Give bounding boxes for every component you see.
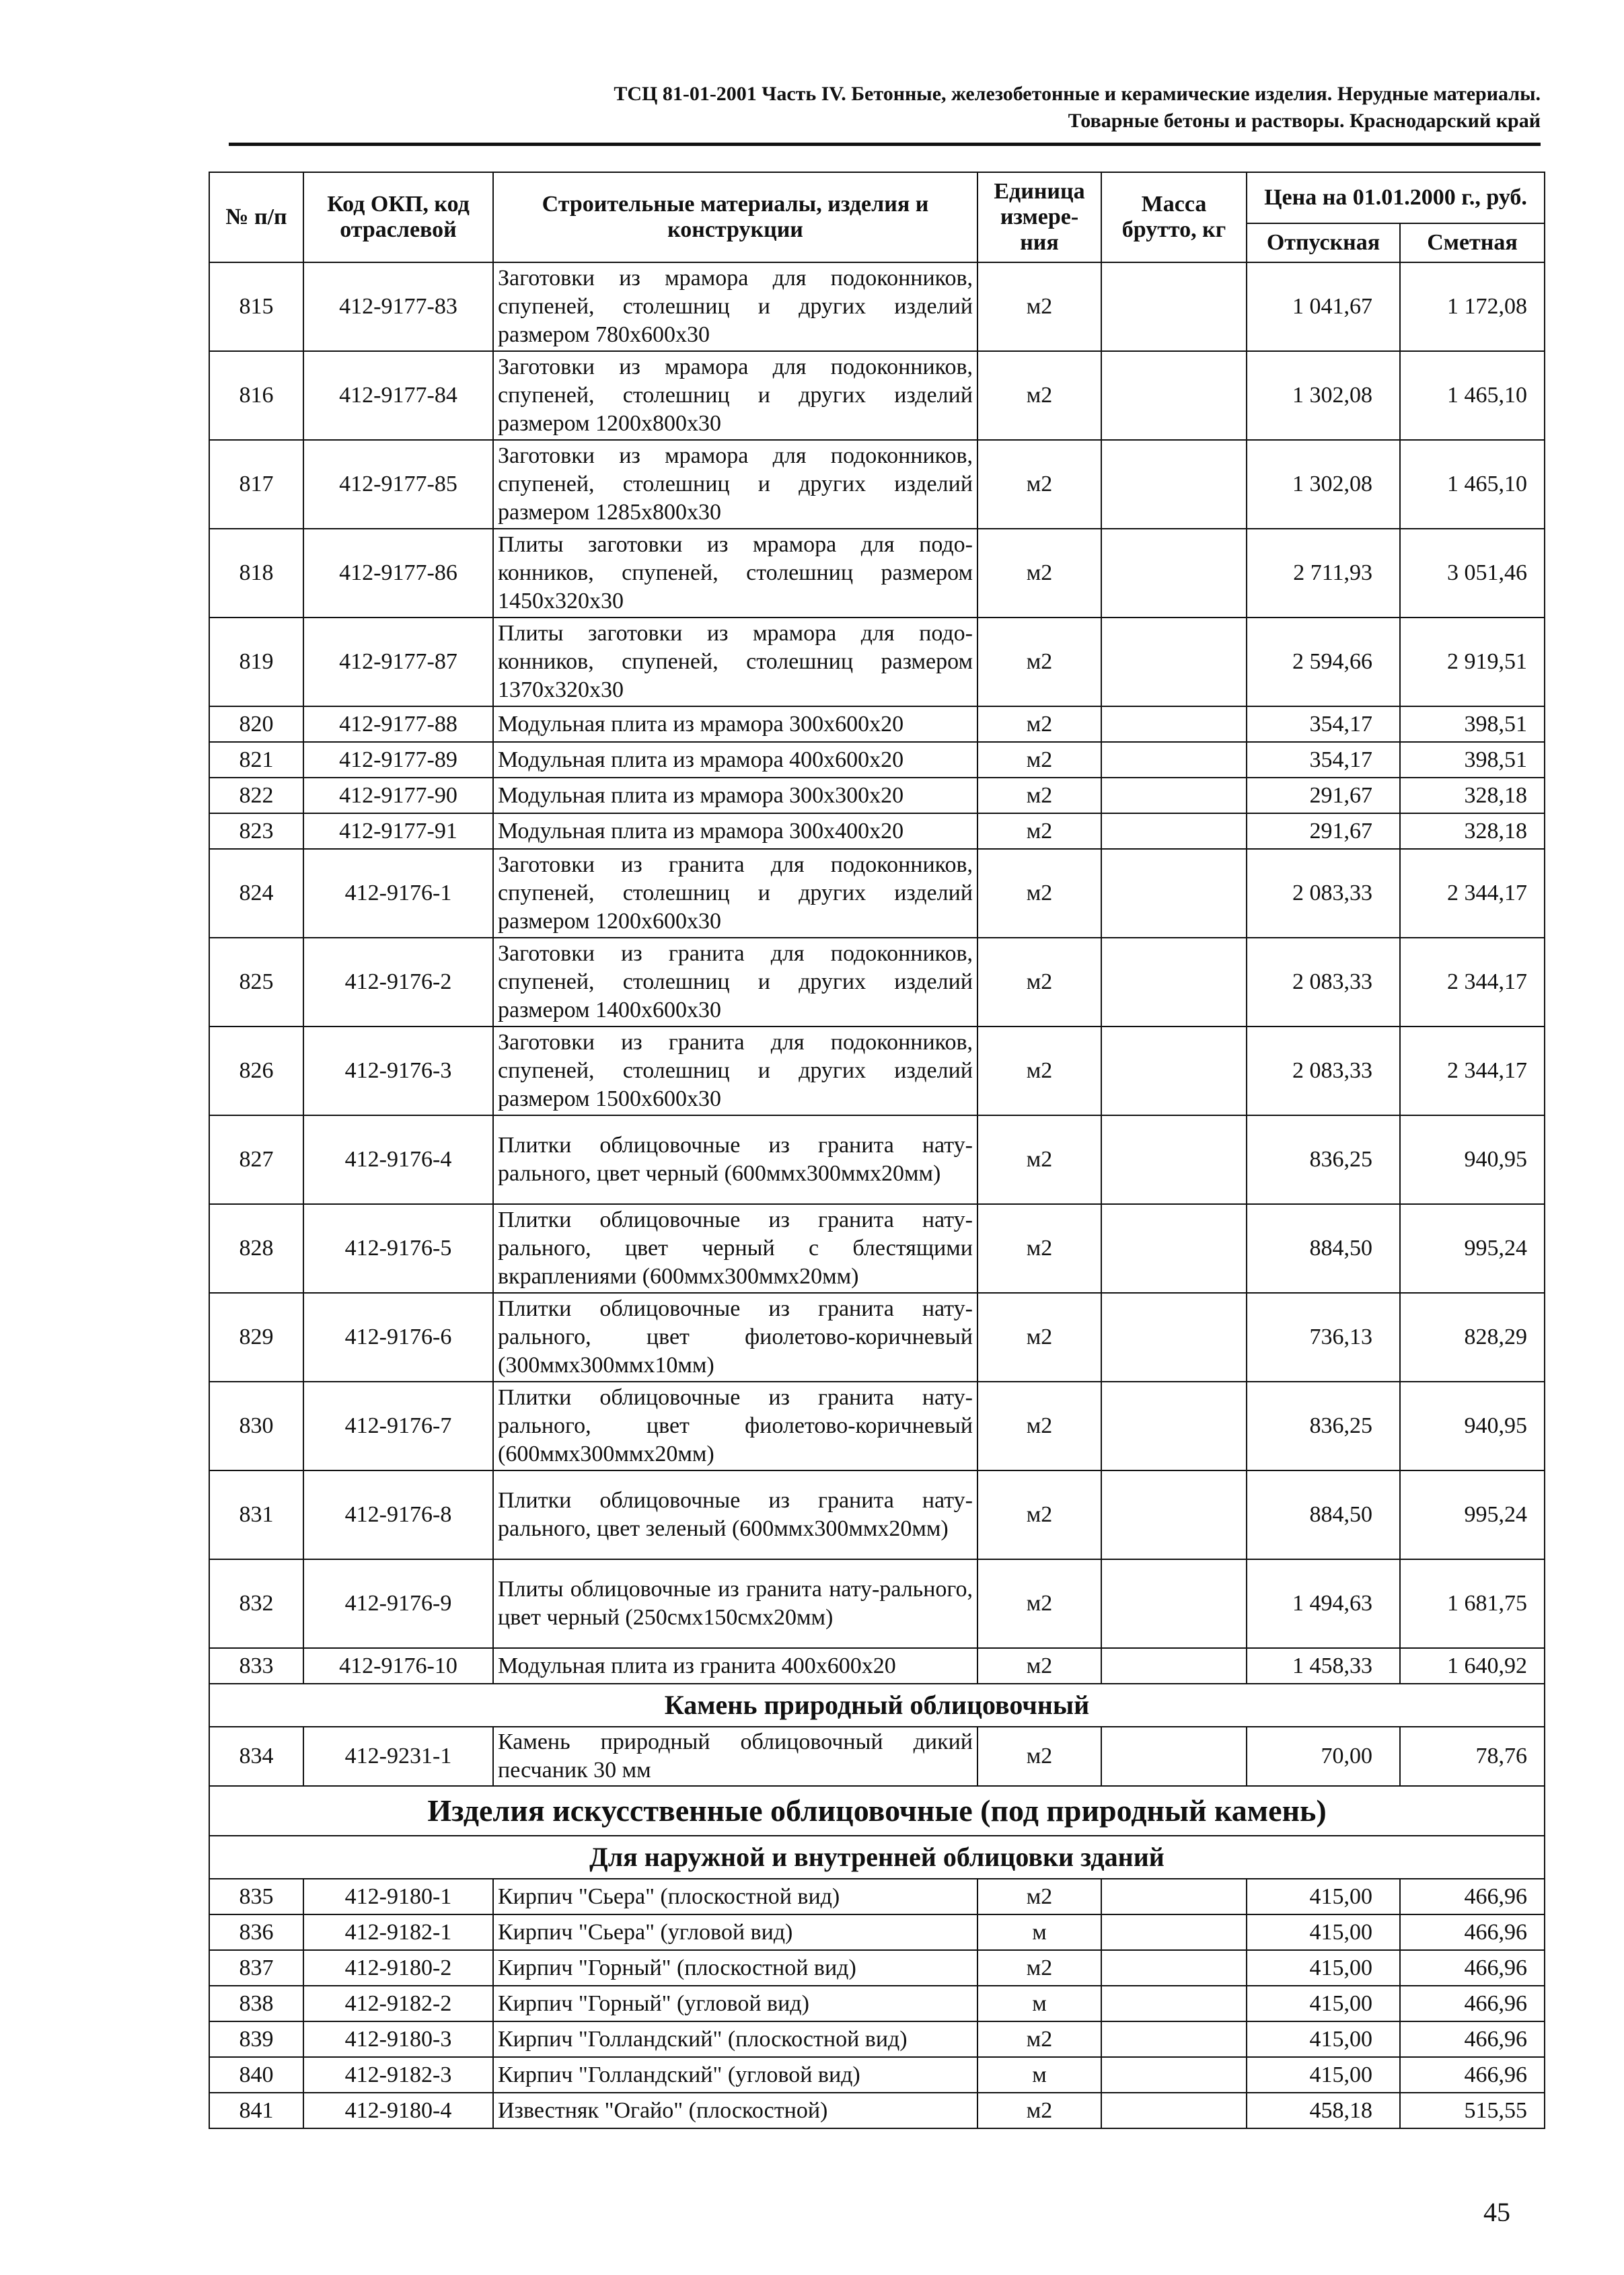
table-row: [209, 1382, 1545, 1470]
row-price-release: 415,00: [1247, 1986, 1400, 2021]
row-price-release: 836,25: [1247, 1382, 1400, 1470]
row-price-estimate: 466,96: [1400, 1914, 1545, 1950]
row-description: Плитки облицовочные из гранита нату-рального, цвет черный (600ммх300ммх20мм): [493, 1115, 977, 1204]
row-code: 412-9176-6: [303, 1293, 493, 1382]
row-description: Модульная плита из мрамора 400х600х20: [493, 742, 977, 778]
row-code: 412-9177-84: [303, 351, 493, 440]
col-header-release: Отпускная: [1247, 223, 1400, 262]
table-row: [209, 938, 1545, 1027]
row-unit: м2: [977, 440, 1101, 529]
row-code: 412-9176-8: [303, 1470, 493, 1559]
row-price-estimate: 940,95: [1400, 1115, 1545, 1204]
row-price-estimate: 995,24: [1400, 1470, 1545, 1559]
table-row: [209, 2093, 1545, 2128]
table-row: [209, 262, 1545, 351]
row-code: 412-9176-10: [303, 1648, 493, 1684]
section-heading-artificial: Изделия искусственные облицовочные (под природный камень): [209, 1786, 1545, 1836]
row-description: Заготовки из гранита для подоконников, спупеней, столешниц и других изделий размером 1500х600х30: [493, 1027, 977, 1115]
row-number: 834: [209, 1727, 303, 1786]
row-description: Кирпич "Горный" (угловой вид): [493, 1986, 977, 2021]
row-price-release: 2 083,33: [1247, 938, 1400, 1027]
row-unit: м2: [977, 262, 1101, 351]
row-unit: м2: [977, 778, 1101, 813]
row-description: Модульная плита из гранита 400х600х20: [493, 1648, 977, 1684]
row-price-release: 1 302,08: [1247, 351, 1400, 440]
table-row: [209, 1648, 1545, 1684]
row-description: Заготовки из мрамора для подоконников, спупеней, столешниц и других изделий размером 1200х800х30: [493, 351, 977, 440]
table-row: [209, 1470, 1545, 1559]
row-mass: [1101, 778, 1247, 813]
row-price-estimate: 78,76: [1400, 1727, 1545, 1786]
row-code: 412-9176-2: [303, 938, 493, 1027]
row-mass: [1101, 1914, 1247, 1950]
row-description: Модульная плита из мрамора 300х400х20: [493, 813, 977, 849]
row-price-estimate: 466,96: [1400, 1950, 1545, 1986]
section-heading-natural-stone-row: [209, 1684, 1545, 1727]
row-price-release: 291,67: [1247, 778, 1400, 813]
row-code: 412-9177-87: [303, 618, 493, 706]
row-mass: [1101, 1204, 1247, 1293]
row-unit: м2: [977, 618, 1101, 706]
row-price-release: 2 711,93: [1247, 529, 1400, 618]
row-number: 835: [209, 1879, 303, 1914]
row-price-estimate: 2 344,17: [1400, 1027, 1545, 1115]
row-price-estimate: 3 051,46: [1400, 529, 1545, 618]
row-unit: м2: [977, 849, 1101, 938]
row-price-release: 354,17: [1247, 706, 1400, 742]
row-price-estimate: 466,96: [1400, 2021, 1545, 2057]
row-code: 412-9180-1: [303, 1879, 493, 1914]
table-row: [209, 1204, 1545, 1293]
row-description: Кирпич "Горный" (плоскостной вид): [493, 1950, 977, 1986]
row-price-release: 415,00: [1247, 1914, 1400, 1950]
section-heading-artificial-row: [209, 1786, 1545, 1836]
row-price-release: 736,13: [1247, 1293, 1400, 1382]
row-price-estimate: 2 344,17: [1400, 938, 1545, 1027]
col-header-desc: Строительные материалы, изделия и конструкции: [493, 172, 977, 262]
table-row: [209, 529, 1545, 618]
row-code: 412-9182-3: [303, 2057, 493, 2093]
row-description: Плиты заготовки из мрамора для подо-конников, спупеней, столешниц размером 1370х320х30: [493, 618, 977, 706]
row-number: 827: [209, 1115, 303, 1204]
row-code: 412-9176-7: [303, 1382, 493, 1470]
table-row: [209, 351, 1545, 440]
row-mass: [1101, 1027, 1247, 1115]
row-mass: [1101, 1559, 1247, 1648]
row-mass: [1101, 706, 1247, 742]
table-row: [209, 813, 1545, 849]
row-number: 829: [209, 1293, 303, 1382]
col-header-estimate: Сметная: [1400, 223, 1545, 262]
row-number: 840: [209, 2057, 303, 2093]
price-table: [209, 172, 1545, 2129]
row-price-release: 415,00: [1247, 1950, 1400, 1986]
table-row: [209, 1879, 1545, 1914]
row-price-estimate: 1 681,75: [1400, 1559, 1545, 1648]
row-description: Плитки облицовочные из гранита нату-рального, цвет фиолетово-коричневый (600ммх300ммх20мм): [493, 1382, 977, 1470]
row-price-estimate: 466,96: [1400, 2057, 1545, 2093]
row-description: Кирпич "Голландский" (угловой вид): [493, 2057, 977, 2093]
row-unit: м2: [977, 1879, 1101, 1914]
table-row: [209, 2057, 1545, 2093]
row-unit: м2: [977, 529, 1101, 618]
row-price-estimate: 2 919,51: [1400, 618, 1545, 706]
table-row: [209, 1559, 1545, 1648]
row-code: 412-9176-4: [303, 1115, 493, 1204]
row-number: 818: [209, 529, 303, 618]
row-description: Плиты заготовки из мрамора для подо-конников, спупеней, столешниц размером 1450х320х30: [493, 529, 977, 618]
table-row: [209, 1914, 1545, 1950]
row-number: 830: [209, 1382, 303, 1470]
row-code: 412-9177-89: [303, 742, 493, 778]
row-description: Заготовки из мрамора для подоконников, спупеней, столешниц и других изделий размером 780х600х30: [493, 262, 977, 351]
page-header: [229, 81, 1541, 135]
row-unit: м2: [977, 1115, 1101, 1204]
row-mass: [1101, 1879, 1247, 1914]
row-number: 821: [209, 742, 303, 778]
col-header-price: Цена на 01.01.2000 г., руб.: [1247, 172, 1545, 223]
row-number: 833: [209, 1648, 303, 1684]
row-mass: [1101, 1293, 1247, 1382]
row-description: Известняк "Огайо" (плоскостной): [493, 2093, 977, 2128]
row-price-estimate: 995,24: [1400, 1204, 1545, 1293]
row-price-release: 836,25: [1247, 1115, 1400, 1204]
row-price-release: 1 041,67: [1247, 262, 1400, 351]
row-description: Плитки облицовочные из гранита нату-рального, цвет фиолетово-коричневый (300ммх300ммх10мм): [493, 1293, 977, 1382]
table-row: [209, 1727, 1545, 1786]
table-row: [209, 2021, 1545, 2057]
table-row: [209, 742, 1545, 778]
row-code: 412-9177-91: [303, 813, 493, 849]
row-unit: м2: [977, 1382, 1101, 1470]
row-code: 412-9180-4: [303, 2093, 493, 2128]
row-code: 412-9176-9: [303, 1559, 493, 1648]
row-number: 815: [209, 262, 303, 351]
header-rule: [229, 143, 1541, 146]
table-row: [209, 778, 1545, 813]
row-mass: [1101, 1648, 1247, 1684]
row-unit: м2: [977, 351, 1101, 440]
row-unit: м2: [977, 813, 1101, 849]
table-row: [209, 618, 1545, 706]
row-price-release: 2 594,66: [1247, 618, 1400, 706]
row-code: 412-9182-2: [303, 1986, 493, 2021]
row-description: Заготовки из мрамора для подоконников, спупеней, столешниц и других изделий размером 1285х800х30: [493, 440, 977, 529]
row-price-estimate: 466,96: [1400, 1986, 1545, 2021]
row-unit: м: [977, 2057, 1101, 2093]
row-unit: м2: [977, 1559, 1101, 1648]
row-code: 412-9180-2: [303, 1950, 493, 1986]
row-code: 412-9177-90: [303, 778, 493, 813]
row-number: 817: [209, 440, 303, 529]
row-code: 412-9176-3: [303, 1027, 493, 1115]
col-header-num: № п/п: [209, 172, 303, 262]
col-header-mass: Масса брутто, кг: [1101, 172, 1247, 262]
row-mass: [1101, 1470, 1247, 1559]
row-description: Модульная плита из мрамора 300х300х20: [493, 778, 977, 813]
row-number: 828: [209, 1204, 303, 1293]
row-price-estimate: 940,95: [1400, 1382, 1545, 1470]
row-mass: [1101, 2021, 1247, 2057]
row-price-release: 291,67: [1247, 813, 1400, 849]
row-number: 837: [209, 1950, 303, 1986]
table-body: [209, 262, 1545, 2128]
row-price-estimate: 1 465,10: [1400, 351, 1545, 440]
row-description: Камень природный облицовочный дикий песчаник 30 мм: [493, 1727, 977, 1786]
row-price-estimate: 515,55: [1400, 2093, 1545, 2128]
header-line-1: ТСЦ 81-01-2001 Часть IV. Бетонные, железобетонные и керамические изделия. Нерудные материалы.: [614, 83, 1541, 105]
row-mass: [1101, 440, 1247, 529]
row-description: Заготовки из гранита для подоконников, спупеней, столешниц и других изделий размером 1400х600х30: [493, 938, 977, 1027]
row-price-estimate: 398,51: [1400, 742, 1545, 778]
row-mass: [1101, 1727, 1247, 1786]
row-code: 412-9182-1: [303, 1914, 493, 1950]
row-price-release: 354,17: [1247, 742, 1400, 778]
row-unit: м: [977, 1986, 1101, 2021]
table-row: [209, 1293, 1545, 1382]
table-row: [209, 849, 1545, 938]
row-code: 412-9231-1: [303, 1727, 493, 1786]
subsection-heading-facing: Для наружной и внутренней облицовки зданий: [209, 1836, 1545, 1879]
row-number: 824: [209, 849, 303, 938]
row-description: Заготовки из гранита для подоконников, спупеней, столешниц и других изделий размером 1200х600х30: [493, 849, 977, 938]
row-unit: м2: [977, 938, 1101, 1027]
row-number: 816: [209, 351, 303, 440]
row-mass: [1101, 2093, 1247, 2128]
row-unit: м2: [977, 1950, 1101, 1986]
row-mass: [1101, 849, 1247, 938]
row-unit: м2: [977, 742, 1101, 778]
row-mass: [1101, 1115, 1247, 1204]
row-price-release: 1 458,33: [1247, 1648, 1400, 1684]
row-price-estimate: 466,96: [1400, 1879, 1545, 1914]
row-unit: м: [977, 1914, 1101, 1950]
row-price-estimate: 2 344,17: [1400, 849, 1545, 938]
row-description: Плитки облицовочные из гранита нату-рального, цвет зеленый (600ммх300ммх20мм): [493, 1470, 977, 1559]
row-number: 826: [209, 1027, 303, 1115]
col-header-code: Код ОКП, код отраслевой: [303, 172, 493, 262]
row-price-estimate: 1 465,10: [1400, 440, 1545, 529]
row-description: Кирпич "Сьера" (угловой вид): [493, 1914, 977, 1950]
row-number: 819: [209, 618, 303, 706]
row-price-release: 415,00: [1247, 2057, 1400, 2093]
row-price-estimate: 1 172,08: [1400, 262, 1545, 351]
row-price-release: 415,00: [1247, 2021, 1400, 2057]
row-unit: м2: [977, 1648, 1101, 1684]
row-description: Кирпич "Сьера" (плоскостной вид): [493, 1879, 977, 1914]
table-row: [209, 1027, 1545, 1115]
row-unit: м2: [977, 2093, 1101, 2128]
row-price-release: 884,50: [1247, 1470, 1400, 1559]
table-header-row: [209, 172, 1545, 223]
row-unit: м2: [977, 1204, 1101, 1293]
row-number: 832: [209, 1559, 303, 1648]
col-header-unit: Единица измере-ния: [977, 172, 1101, 262]
table-row: [209, 440, 1545, 529]
row-price-release: 415,00: [1247, 1879, 1400, 1914]
row-code: 412-9180-3: [303, 2021, 493, 2057]
row-number: 839: [209, 2021, 303, 2057]
subsection-heading-facing-row: [209, 1836, 1545, 1879]
row-mass: [1101, 813, 1247, 849]
page-number: 45: [1483, 2197, 1510, 2227]
row-number: 823: [209, 813, 303, 849]
row-description: Модульная плита из мрамора 300х600х20: [493, 706, 977, 742]
row-number: 836: [209, 1914, 303, 1950]
row-price-estimate: 1 640,92: [1400, 1648, 1545, 1684]
row-unit: м2: [977, 706, 1101, 742]
row-price-release: 2 083,33: [1247, 1027, 1400, 1115]
row-mass: [1101, 1382, 1247, 1470]
row-price-release: 70,00: [1247, 1727, 1400, 1786]
row-mass: [1101, 1950, 1247, 1986]
row-number: 825: [209, 938, 303, 1027]
row-number: 838: [209, 1986, 303, 2021]
row-code: 412-9177-83: [303, 262, 493, 351]
row-mass: [1101, 529, 1247, 618]
row-number: 822: [209, 778, 303, 813]
row-unit: м2: [977, 1470, 1101, 1559]
section-heading-natural-stone: Камень природный облицовочный: [209, 1684, 1545, 1727]
row-number: 820: [209, 706, 303, 742]
table-row: [209, 1986, 1545, 2021]
table-row: [209, 1950, 1545, 1986]
row-mass: [1101, 618, 1247, 706]
row-unit: м2: [977, 1727, 1101, 1786]
row-code: 412-9176-1: [303, 849, 493, 938]
table-row: [209, 1115, 1545, 1204]
row-unit: м2: [977, 2021, 1101, 2057]
row-mass: [1101, 351, 1247, 440]
row-code: 412-9176-5: [303, 1204, 493, 1293]
row-number: 831: [209, 1470, 303, 1559]
row-unit: м2: [977, 1027, 1101, 1115]
row-price-estimate: 398,51: [1400, 706, 1545, 742]
row-mass: [1101, 2057, 1247, 2093]
row-unit: м2: [977, 1293, 1101, 1382]
row-mass: [1101, 1986, 1247, 2021]
row-description: Плитки облицовочные из гранита нату-рального, цвет черный с блестящими вкраплениями (600ммх300ммх20мм): [493, 1204, 977, 1293]
table-row: [209, 706, 1545, 742]
row-mass: [1101, 938, 1247, 1027]
header-line-2: Товарные бетоны и растворы. Краснодарский край: [1068, 110, 1541, 132]
row-code: 412-9177-88: [303, 706, 493, 742]
row-mass: [1101, 742, 1247, 778]
row-price-release: 2 083,33: [1247, 849, 1400, 938]
row-description: Плиты облицовочные из гранита нату-рального, цвет черный (250смх150смх20мм): [493, 1559, 977, 1648]
row-price-estimate: 328,18: [1400, 778, 1545, 813]
row-mass: [1101, 262, 1247, 351]
row-price-release: 458,18: [1247, 2093, 1400, 2128]
row-price-estimate: 828,29: [1400, 1293, 1545, 1382]
row-price-release: 1 494,63: [1247, 1559, 1400, 1648]
row-price-release: 1 302,08: [1247, 440, 1400, 529]
row-price-estimate: 328,18: [1400, 813, 1545, 849]
row-description: Кирпич "Голландский" (плоскостной вид): [493, 2021, 977, 2057]
row-code: 412-9177-85: [303, 440, 493, 529]
row-number: 841: [209, 2093, 303, 2128]
row-price-release: 884,50: [1247, 1204, 1400, 1293]
row-code: 412-9177-86: [303, 529, 493, 618]
